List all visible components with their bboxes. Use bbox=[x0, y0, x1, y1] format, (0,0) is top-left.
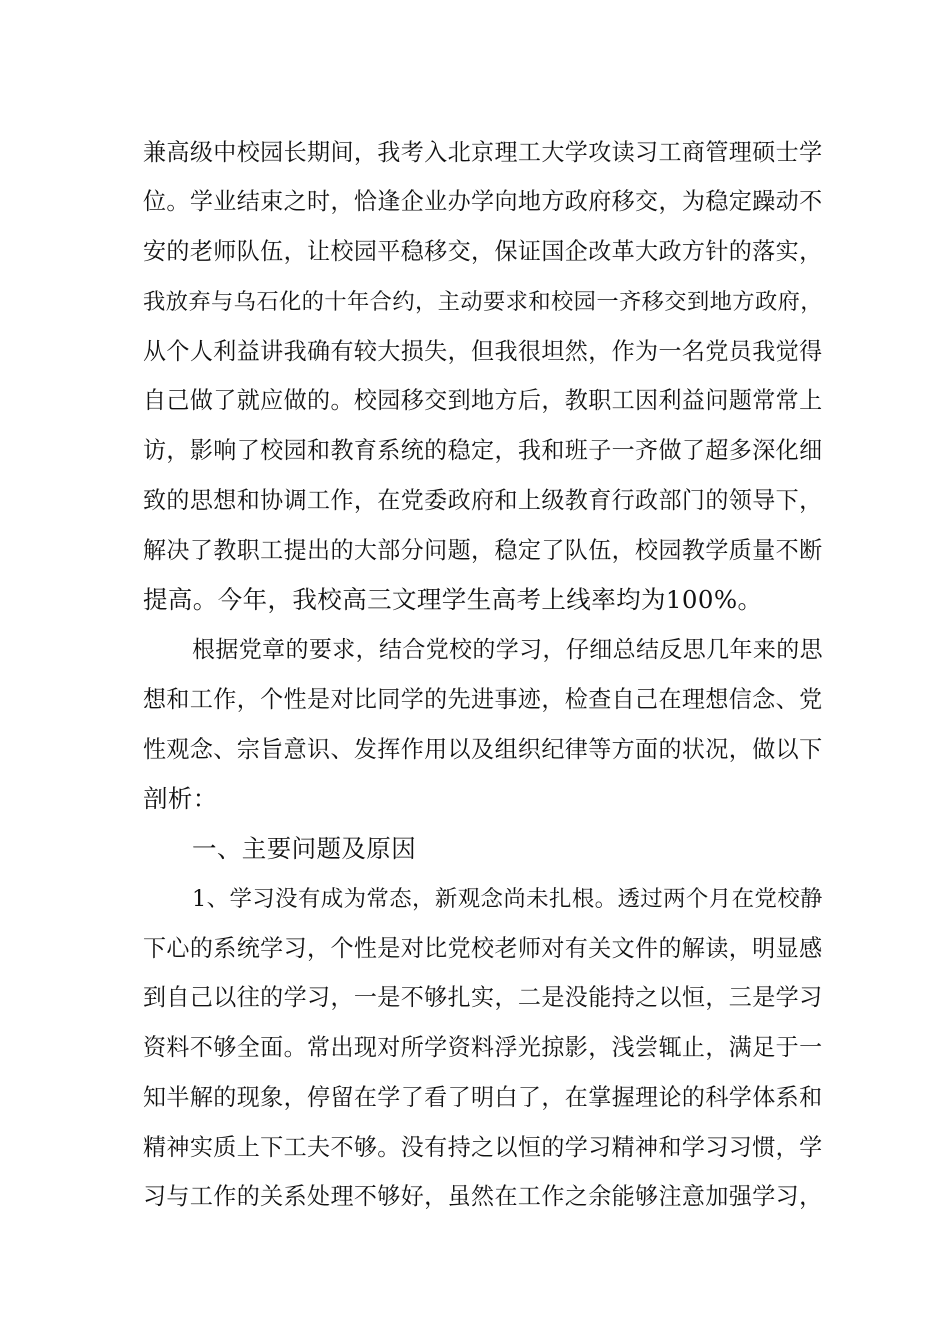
text-line: 安的老师队伍，让校园平稳移交，保证国企改革大政方针的落实， bbox=[143, 239, 823, 265]
text-line: 下心的系统学习，个性是对比党校老师对有关文件的解读，明显感 bbox=[143, 936, 823, 962]
text-line: 解决了教职工提出的大部分问题，稳定了队伍，校园教学质量不断 bbox=[143, 538, 823, 564]
text-line: 性观念、宗旨意识、发挥作用以及组织纪律等方面的状况，做以下 bbox=[143, 737, 823, 763]
text-line: 剖析： bbox=[143, 784, 218, 813]
text-line: 自己做了就应做的。校园移交到地方后，教职工因利益问题常常上 bbox=[143, 388, 823, 414]
text-line: 致的思想和协调工作，在党委政府和上级教育行政部门的领导下， bbox=[143, 488, 823, 514]
text-line: 资料不够全面。常出现对所学资料浮光掠影，浅尝辄止，满足于一 bbox=[143, 1035, 823, 1061]
text-line: 提高。今年，我校高三文理学生高考上线率均为100%。 bbox=[143, 585, 763, 614]
text-line: 习与工作的关系处理不够好，虽然在工作之余能够注意加强学习， bbox=[143, 1184, 823, 1210]
text-line: 到自己以往的学习，一是不够扎实，二是没能持之以恒，三是学习 bbox=[143, 985, 823, 1011]
text-line: 从个人利益讲我确有较大损失，但我很坦然，作为一名党员我觉得 bbox=[143, 339, 823, 365]
text-line: 精神实质上下工夫不够。没有持之以恒的学习精神和学习习惯，学 bbox=[143, 1135, 823, 1161]
text-line: 访，影响了校园和教育系统的稳定，我和班子一齐做了超多深化细 bbox=[143, 438, 823, 464]
text-line: 根据党章的要求，结合党校的学习，仔细总结反思几年来的思 bbox=[192, 637, 823, 663]
text-line: 位。学业结束之时，恰逢企业办学向地方政府移交，为稳定躁动不 bbox=[143, 189, 823, 215]
text-line: 1、学习没有成为常态，新观念尚未扎根。透过两个月在党校静 bbox=[192, 886, 823, 912]
text-line: 知半解的现象，停留在学了看了明白了，在掌握理论的科学体系和 bbox=[143, 1085, 823, 1111]
section-heading: 一、主要问题及原因 bbox=[192, 834, 417, 863]
text-line: 兼高级中校园长期间，我考入北京理工大学攻读习工商管理硕士学 bbox=[143, 140, 823, 166]
text-line: 我放弃与乌石化的十年合约，主动要求和校园一齐移交到地方政府， bbox=[143, 289, 823, 315]
text-line: 想和工作，个性是对比同学的先进事迹，检查自己在理想信念、党 bbox=[143, 687, 823, 713]
